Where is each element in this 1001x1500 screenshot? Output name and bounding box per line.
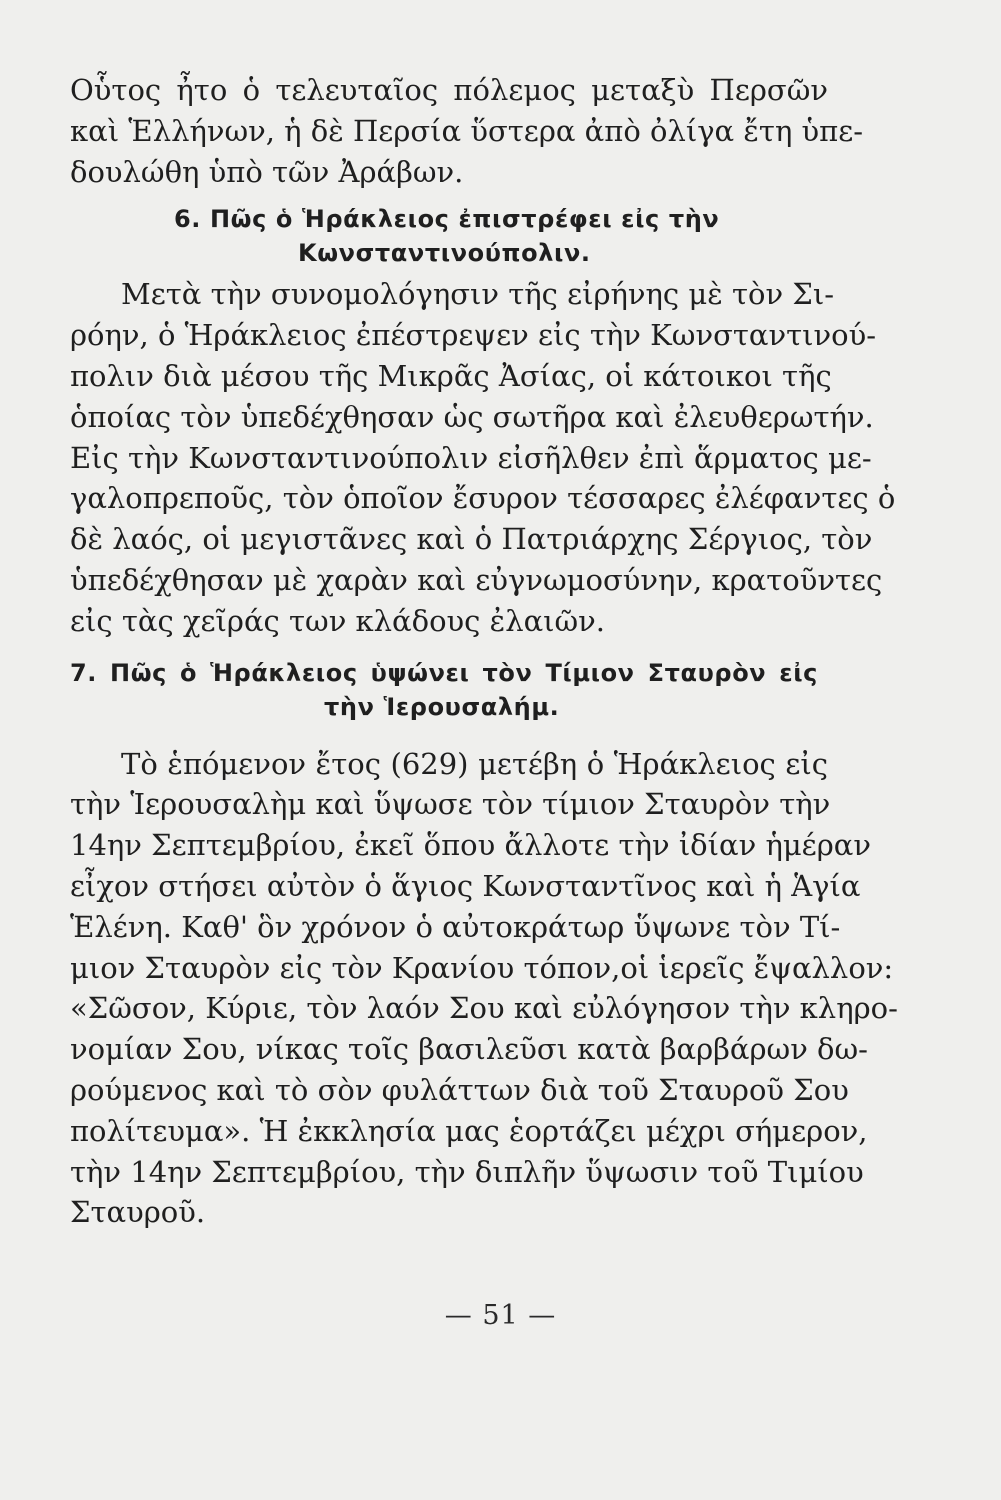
section-heading-6: 6. Πῶς ὁ Ἡράκλειος ἐπιστρέφει εἰς τὴν (174, 205, 720, 234)
paragraph-1-line: δουλώθη ὑπὸ τῶν Ἀράβων. (70, 154, 464, 189)
paragraph-3-line: Σταυροῦ. (70, 1195, 206, 1230)
paragraph-2-line: εἰς τὰς χεῖράς των κλάδους ἐλαιῶν. (70, 603, 606, 638)
paragraph-2-line: γαλοπρεποῦς, τὸν ὁποῖον ἔσυρον τέσσαρες ἐλέφαντες ὁ (70, 481, 896, 516)
paragraph-2-line: δὲ λαός, οἱ μεγιστᾶνες καὶ ὁ Πατριάρχης Σέργιος, τὸν (70, 522, 873, 557)
page-number: — 51 — (444, 1300, 557, 1331)
paragraph-2-line: Μετὰ τὴν συνομολόγησιν τῆς εἰρήνης μὲ τὸν Σι- (121, 277, 835, 312)
section-heading-7-continued: τὴν Ἱερουσαλήμ. (324, 692, 560, 721)
paragraph-3-line: ρούμενος καὶ τὸ σὸν φυλάττων διὰ τοῦ Σταυροῦ Σου (70, 1072, 849, 1107)
paragraph-2-line: ὑπεδέχθησαν μὲ χαρὰν καὶ εὐγνωμοσύνην, κρατοῦντες (70, 562, 883, 597)
paragraph-3-line: πολίτευμα». Ἡ ἐκκλησία μας ἑορτάζει μέχρι σήμερον, (70, 1113, 868, 1148)
paragraph-2-line: ὁποίας τὸν ὑπεδέχθησαν ὡς σωτῆρα καὶ ἐλευθερωτήν. (70, 399, 874, 434)
paragraph-3-line: «Σῶσον, Κύριε, τὸν λαόν Σου καὶ εὐλόγησον τὴν κληρο- (70, 991, 898, 1026)
paragraph-3-line: Ἑλένη. Καθ' ὃν χρόνον ὁ αὐτοκράτωρ ὕψωνε τὸν Τί- (70, 909, 841, 944)
paragraph-3-line: μιον Σταυρὸν εἰς τὸν Κρανίου τόπον,οἱ ἱερεῖς ἔψαλλον: (70, 950, 894, 985)
paragraph-3-line: 14ην Σεπτεμβρίου, ἐκεῖ ὅπου ἄλλοτε τὴν ἰδίαν ἡμέραν (70, 828, 871, 863)
paragraph-3-line: τὴν Ἱερουσαλὴμ καὶ ὕψωσε τὸν τίμιον Σταυρὸν τὴν (70, 787, 831, 822)
paragraph-1-line: Οὗτος ἦτο ὁ τελευταῖος πόλεμος μεταξὺ Περσῶν (70, 73, 828, 107)
page-text (70, 70, 898, 1233)
paragraph-3-line: νομίαν Σου, νίκας τοῖς βασιλεῦσι κατὰ βαρβάρων δω- (70, 1032, 868, 1067)
paragraph-3-line: εἶχον στήσει αὐτὸν ὁ ἅγιος Κωνσταντῖνος καὶ ἡ Ἁγία (70, 868, 861, 903)
section-heading-6-continued: Κωνσταντινούπολιν. (298, 239, 591, 268)
paragraph-2-line: Εἰς τὴν Κωνσταντινούπολιν εἰσῆλθεν ἐπὶ ἅρματος με- (70, 440, 872, 475)
paragraph-1-line: καὶ Ἑλλήνων, ἡ δὲ Περσία ὕστερα ἀπὸ ὀλίγα ἔτη ὑπε- (70, 113, 864, 148)
paragraph-3-line: τὴν 14ην Σεπτεμβρίου, τὴν διπλῆν ὕψωσιν τοῦ Τιμίου (70, 1154, 864, 1189)
section-heading-7: 7. Πῶς ὁ Ἡράκλειος ὑψώνει τὸν Τίμιον Σταυρὸν εἰς (70, 658, 818, 687)
paragraph-2-line: πολιν διὰ μέσου τῆς Μικρᾶς Ἀσίας, οἱ κάτοικοι τῆς (70, 358, 832, 393)
paragraph-3-line: Τὸ ἑπόμενον ἔτος (629) μετέβη ὁ Ἡράκλειος εἰς (121, 746, 828, 781)
paragraph-2-line: ρόην, ὁ Ἡράκλειος ἐπέστρεψεν εἰς τὴν Κωνσταντινού- (70, 318, 877, 353)
